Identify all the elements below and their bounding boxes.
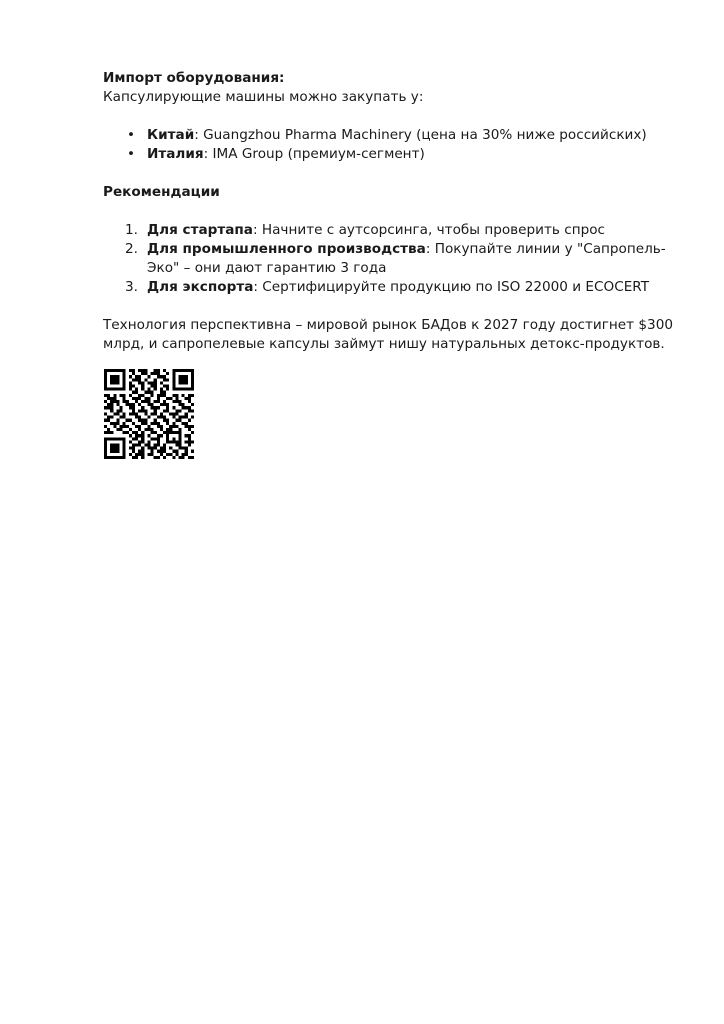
bullet-icon: • — [127, 146, 136, 162]
recommendation-label: Для экспорта — [147, 279, 254, 295]
document-body — [103, 69, 693, 354]
bullet-icon: • — [127, 127, 136, 143]
qr-code-icon — [104, 369, 194, 459]
supplier-text: : Guangzhou Pharma Machinery (цена на 30% ниже российских) — [194, 127, 647, 143]
list-item-industrial — [103, 240, 693, 278]
country-label: Италия — [147, 146, 204, 162]
import-list — [103, 126, 693, 164]
recommendation-text: : Покупайте линии у "Сапропель-Эко" – они дают гарантию 3 года — [147, 241, 666, 276]
list-item-export — [103, 278, 693, 297]
list-number: 3. — [125, 279, 138, 295]
recommendation-label: Для промышленного производства — [147, 241, 426, 257]
country-label: Китай — [147, 127, 195, 143]
list-number: 2. — [125, 241, 138, 257]
list-item-china — [103, 126, 693, 145]
list-item-startup — [103, 221, 693, 240]
list-item-italy — [103, 145, 693, 164]
recommendations-list — [103, 221, 693, 297]
recommendation-text: : Сертифицируйте продукцию по ISO 22000 и ECOCERT — [253, 279, 650, 295]
conclusion-paragraph: Технология перспективна – мировой рынок БАДов к 2027 году достигнет $300 млрд, и сапропелевые капсулы займут нишу натуральных детокс-продуктов. — [103, 317, 673, 352]
recommendation-text: : Начните с аутсорсинга, чтобы проверить спрос — [252, 222, 606, 238]
import-intro: Капсулирующие машины можно закупать у: — [103, 89, 424, 105]
recommendation-label: Для стартапа — [147, 222, 253, 238]
supplier-text: : IMA Group (премиум-сегмент) — [203, 146, 425, 162]
list-number: 1. — [125, 222, 138, 238]
import-heading: Импорт оборудования: — [103, 70, 285, 86]
recommendations-heading: Рекомендации — [103, 184, 220, 200]
